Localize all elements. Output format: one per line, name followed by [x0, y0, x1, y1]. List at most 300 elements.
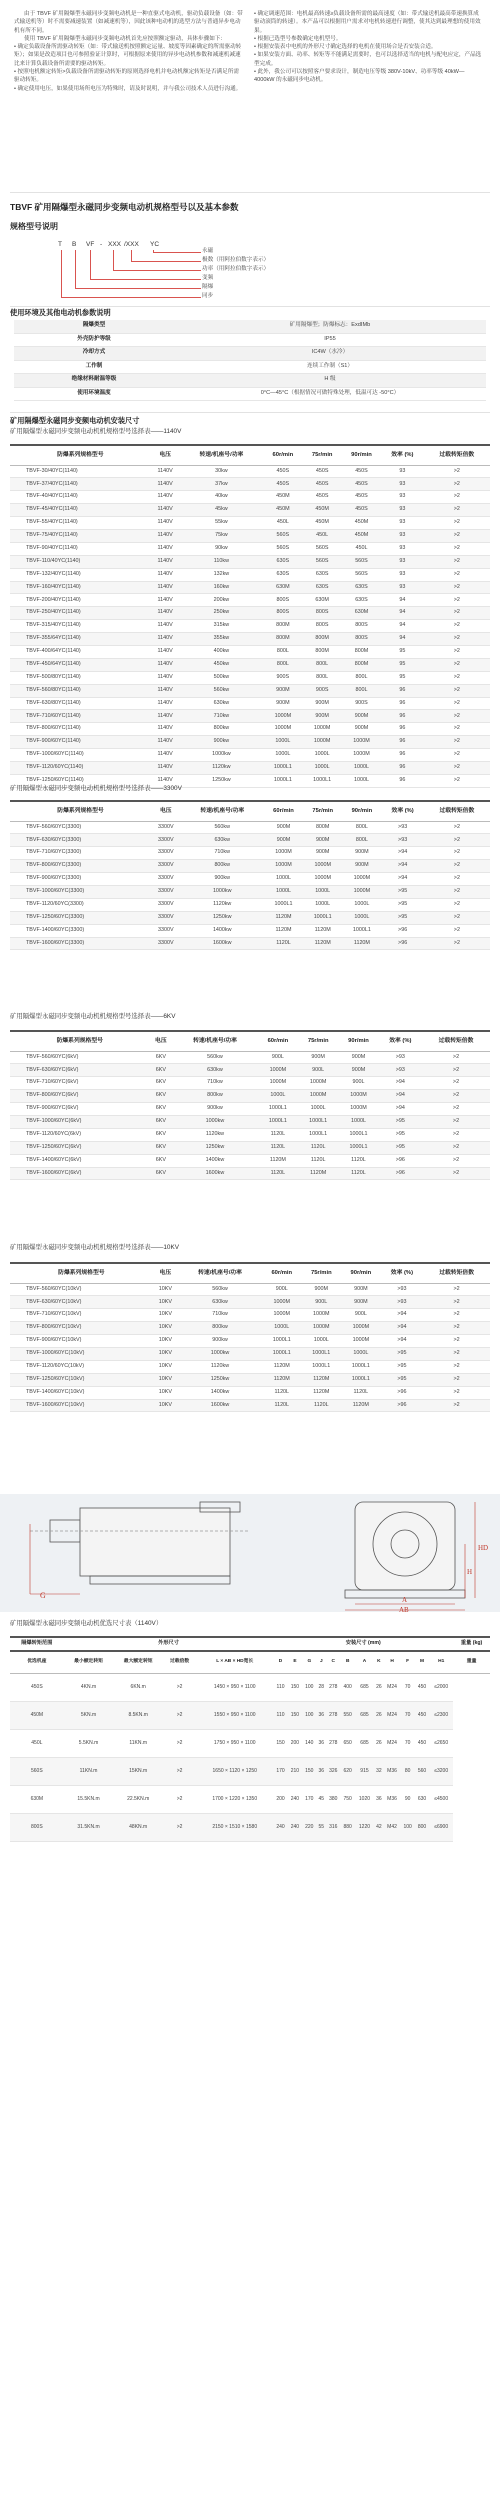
table-cell: >2: [424, 834, 490, 847]
table-cell: 1140V: [151, 478, 180, 491]
table-cell: 1000M: [258, 1077, 298, 1090]
table-cell: 1120L: [258, 1141, 298, 1154]
table-cell: 1000L1: [303, 911, 342, 924]
connector-line: [131, 250, 132, 261]
dim-cell: M24: [384, 1673, 401, 1701]
table-row: [10, 555, 490, 568]
table-cell: >94: [379, 1077, 422, 1090]
table-cell: 450M: [303, 517, 342, 530]
table-cell: 900L: [258, 1051, 298, 1064]
table-head: [10, 1031, 490, 1051]
table-cell: >2: [424, 761, 490, 774]
code-label: 永磁: [202, 248, 214, 254]
column-header: 60r/min: [258, 1031, 298, 1051]
table-cell: 800L: [263, 645, 302, 658]
table-cell: 1140V: [151, 658, 180, 671]
table-cell: 96: [381, 736, 423, 749]
dim-label-a: A: [402, 1596, 408, 1604]
dim-cell: 4KN.m: [64, 1673, 114, 1701]
table-cell: >93: [381, 1296, 424, 1309]
dim-cell: 560: [415, 1757, 429, 1785]
table-cell: 1000M: [302, 1322, 342, 1335]
env-value: 0°C—45°C（根据情况可做特殊处理，低温可达 -50°C）: [260, 389, 400, 396]
code-letter-t: T: [58, 241, 62, 248]
intro-paragraph: • 如果安装方面、功率、转矩等不能满足需要时，也可以选择适当的电机与配电应定，产品选型完成。: [254, 52, 482, 67]
table-cell: >2: [424, 774, 490, 787]
spec-table-6kv: [10, 1030, 490, 1180]
table-cell: 450S: [263, 478, 302, 491]
table-cell: 132kw: [180, 568, 264, 581]
table-cell: 630kw: [181, 834, 264, 847]
table-cell: >94: [382, 847, 424, 860]
dim-cell: 170: [302, 1785, 316, 1813]
table-cell: >2: [423, 1309, 490, 1322]
dim-cell: 26: [374, 1701, 384, 1729]
table-row: [10, 504, 490, 517]
table-cell: 1140V: [151, 620, 180, 633]
table-cell: 400kw: [180, 645, 264, 658]
table-cell: 96: [381, 774, 423, 787]
dim-cell: 150: [273, 1729, 287, 1757]
table-cell: 900L: [298, 1064, 338, 1077]
dim-cell: 1700 × 1220 × 1350: [196, 1785, 273, 1813]
table-row: [10, 1322, 490, 1335]
dim-cell: 450: [415, 1701, 429, 1729]
table-cell: 6KV: [150, 1141, 173, 1154]
table-cell: >2: [424, 633, 490, 646]
table-cell: >2: [424, 723, 490, 736]
model-cell: TBVF-40/40YC(1140): [10, 491, 151, 504]
dim-cell: 100: [302, 1701, 316, 1729]
dim-cell: 110: [273, 1673, 287, 1701]
table-cell: >96: [381, 1386, 424, 1399]
column-header: 最大额定转矩: [113, 1651, 163, 1673]
table-cell: 1140V: [151, 723, 180, 736]
dim-cell: 150: [288, 1673, 302, 1701]
table-cell: 1000M: [262, 1296, 302, 1309]
table-cell: 450kw: [180, 658, 264, 671]
table-caption-1140v: 矿用隔爆型永磁同步变频电动机机规格型号选择表——1140V: [10, 428, 182, 435]
table-cell: 1000kw: [172, 1115, 258, 1128]
dim-cell: 22.5KN.m: [113, 1785, 163, 1813]
dimension-table: [10, 1636, 490, 1842]
column-header: G: [302, 1651, 316, 1673]
dim-cell: 5.5KN.m: [64, 1729, 114, 1757]
env-value: 矿用隔爆型；防爆标志：ExdⅠMb: [289, 322, 371, 329]
env-row: [14, 361, 486, 375]
model-cell: TBVF-1250/60YC(1140): [10, 774, 151, 787]
table-cell: 1000M: [302, 1309, 342, 1322]
table-cell: >2: [424, 620, 490, 633]
base-side: [90, 1576, 230, 1584]
table-cell: 800L: [342, 684, 381, 697]
dim-row: [10, 1729, 490, 1757]
column-header: F: [400, 1651, 414, 1673]
dim-cell: 278: [326, 1673, 340, 1701]
dim-cell: >2: [163, 1785, 196, 1813]
dim-cell: 28: [317, 1673, 327, 1701]
dim-cell: 880: [340, 1813, 354, 1841]
dim-cell: M42: [384, 1813, 401, 1841]
table-cell: 93: [381, 529, 423, 542]
table-cell: 45kw: [180, 504, 264, 517]
model-cell: TBVF-132/40YC(1140): [10, 568, 151, 581]
model-cell: TBVF-160/40YC(1140): [10, 581, 151, 594]
dim-cell: 450: [415, 1673, 429, 1701]
table-cell: 900M: [303, 697, 342, 710]
table-cell: 1120L: [262, 1386, 302, 1399]
table-cell: 1250kw: [172, 1141, 258, 1154]
spec-table-10kv: [10, 1262, 490, 1412]
table-row: [10, 1386, 490, 1399]
table-cell: 1000M: [341, 1335, 381, 1348]
table-cell: 800L: [303, 671, 342, 684]
table-cell: 1000L1: [298, 1115, 338, 1128]
dim-table-caption: 矿用隔爆型永磁同步变频电动机优选尺寸表（1140V）: [10, 1620, 163, 1627]
table-cell: 1000L1: [298, 1128, 338, 1141]
table-cell: 1000L: [264, 885, 303, 898]
table-cell: 900L: [302, 1296, 342, 1309]
table-cell: 10KV: [153, 1335, 178, 1348]
table-cell: 800L: [303, 658, 342, 671]
column-header: 转速/机座号/功率: [181, 801, 264, 821]
table-cell: 900M: [341, 1296, 381, 1309]
dim-cell: ≤2650: [429, 1729, 453, 1757]
connector-line: [90, 279, 201, 280]
dim-cell: 1220: [355, 1813, 374, 1841]
table-cell: 1120kw: [180, 761, 264, 774]
table-cell: 1140V: [151, 774, 180, 787]
model-cell: TBVF-1400/60YC(6kV): [10, 1154, 150, 1167]
dim-cell: 685: [355, 1729, 374, 1757]
table-cell: >95: [382, 885, 424, 898]
table-cell: >2: [423, 1335, 490, 1348]
table-cell: 800M: [263, 633, 302, 646]
table-cell: >2: [422, 1090, 490, 1103]
table-cell: >2: [424, 491, 490, 504]
table-row: [10, 761, 490, 774]
dim-cell: 685: [355, 1673, 374, 1701]
table-cell: 1140V: [151, 710, 180, 723]
table-cell: 1000L1: [302, 1360, 342, 1373]
column-header: C: [326, 1651, 340, 1673]
table-cell: 1000L1: [342, 924, 381, 937]
table-cell: 1140V: [151, 504, 180, 517]
dim-cell: 8.5KN.m: [113, 1701, 163, 1729]
table-cell: 30kw: [180, 465, 264, 478]
table-cell: 6KV: [150, 1167, 173, 1180]
dim-table: [10, 1636, 490, 1842]
header-row: [10, 1031, 490, 1051]
dim-cell: ≤2000: [429, 1673, 453, 1701]
table-cell: 800S: [342, 633, 381, 646]
table-cell: 1120L: [298, 1141, 338, 1154]
table-cell: 1000L: [298, 1103, 338, 1116]
table-cell: 93: [381, 568, 423, 581]
model-cell: TBVF-1400/60YC(3300): [10, 924, 151, 937]
table-cell: 1140V: [151, 491, 180, 504]
dim-cell: 550: [340, 1701, 354, 1729]
dim-cell: 80: [400, 1757, 414, 1785]
column-header: 最小额定转矩: [64, 1651, 114, 1673]
dim-cell: 55: [317, 1813, 327, 1841]
table-cell: 630S: [263, 568, 302, 581]
table-cell: 900M: [341, 1283, 381, 1296]
table-row: [10, 568, 490, 581]
table-cell: >93: [379, 1051, 422, 1064]
table-cell: >2: [422, 1128, 490, 1141]
dim-label-g: G: [40, 1591, 46, 1600]
dim-cell: 450: [415, 1729, 429, 1757]
table-cell: 96: [381, 697, 423, 710]
table-cell: 800kw: [180, 723, 264, 736]
column-header: D: [273, 1651, 287, 1673]
table-cell: >95: [379, 1141, 422, 1154]
table-cell: >2: [424, 697, 490, 710]
connector-line: [90, 250, 91, 279]
column-header: M: [415, 1651, 429, 1673]
dim-label-hd: HD: [478, 1544, 489, 1552]
dim-cell: 11KN.m: [64, 1757, 114, 1785]
model-cell: TBVF-630/80YC(1140): [10, 697, 151, 710]
table-cell: 3300V: [151, 834, 181, 847]
dim-cell: 380: [326, 1785, 340, 1813]
model-cell: TBVF-1000/60YC(3300): [10, 885, 151, 898]
table-cell: 3300V: [151, 898, 181, 911]
table-cell: 800S: [303, 620, 342, 633]
spec-table: [10, 1030, 490, 1180]
table-caption-10kv: 矿用隔爆型永磁同步变频电动机机规格型号选择表——10KV: [10, 1244, 180, 1251]
column-header: 效率 (%): [382, 801, 424, 821]
dim-cell: 200: [273, 1785, 287, 1813]
table-cell: 1140V: [151, 671, 180, 684]
table-cell: 800S: [263, 594, 302, 607]
table-cell: 630M: [303, 594, 342, 607]
table-cell: >2: [423, 1399, 490, 1412]
table-cell: >2: [424, 873, 490, 886]
dim-cell: 6KN.m: [113, 1673, 163, 1701]
model-cell: TBVF-800/60YC(10kV): [10, 1322, 153, 1335]
connector-line: [75, 250, 76, 288]
column-header: 转速/机座号/功率: [172, 1031, 258, 1051]
table-cell: 3300V: [151, 924, 181, 937]
connector-line: [61, 250, 62, 297]
table-cell: 1000L: [341, 1347, 381, 1360]
divider: [10, 192, 490, 193]
table-cell: 1000M: [303, 736, 342, 749]
table-cell: 900M: [298, 1051, 338, 1064]
code-label: 隔爆: [202, 284, 214, 290]
table-cell: 1120M: [264, 924, 303, 937]
table-cell: 1120L: [338, 1154, 378, 1167]
table-row: [10, 478, 490, 491]
table-cell: 1000kw: [181, 885, 264, 898]
model-cell: TBVF-900/60YC(3300): [10, 873, 151, 886]
table-cell: 1120M: [262, 1360, 302, 1373]
table-row: [10, 1335, 490, 1348]
dim-row: [10, 1701, 490, 1729]
table-cell: 93: [381, 555, 423, 568]
table-cell: >2: [424, 860, 490, 873]
model-cell: TBVF-560/60YC(10kV): [10, 1283, 153, 1296]
table-cell: >93: [382, 834, 424, 847]
table-cell: 630kw: [178, 1296, 262, 1309]
table-cell: 900S: [263, 671, 302, 684]
table-cell: 900M: [264, 821, 303, 834]
table-cell: >2: [422, 1141, 490, 1154]
intro-paragraph: • 确定调速范围：电机最高转速≥负载设备所需的最高速度（如：带式输送机最高带速换算成驱动滚筒的转速）。本产品可以根据用户需求对电机转速进行调整，使其达到最理想的使用效果。: [254, 11, 481, 34]
intro-paragraph: • 按照电机额定转矩>负载设备所需驱动转矩的原则选择电机并电动机额定转矩是否满足所需驱动转矩。: [14, 69, 239, 84]
motor-body-front: [355, 1502, 455, 1590]
table-cell: 1000L: [303, 898, 342, 911]
table-cell: 1120M: [262, 1373, 302, 1386]
dim-cell: 220: [302, 1813, 316, 1841]
table-cell: 900M: [303, 834, 342, 847]
table-cell: 450S: [342, 504, 381, 517]
table-cell: >2: [424, 821, 490, 834]
table-cell: 1140V: [151, 555, 180, 568]
model-cell: TBVF-90/40YC(1140): [10, 542, 151, 555]
table-cell: 1000kw: [178, 1347, 262, 1360]
connector-line: [113, 250, 114, 270]
dim-cell: ≤3200: [429, 1757, 453, 1785]
table-cell: 1120L: [341, 1386, 381, 1399]
intro-paragraph: • 确定负载设备所需驱动转矩（如：带式输送机按照额定运量、坡度等因素确定的所需驱动转矩）；如果是改造项目也可参照验证计算时，可根据原来使用的异步电动机参数和减速机减速比来计算负载设备所需要的驱动转矩。: [14, 44, 242, 67]
table-cell: 900M: [302, 1283, 342, 1296]
column-header: 75r/min: [298, 1031, 338, 1051]
table-row: [10, 1167, 490, 1180]
table-cell: >2: [422, 1064, 490, 1077]
table-row: [10, 542, 490, 555]
table-cell: 94: [381, 620, 423, 633]
table-cell: 800S: [342, 620, 381, 633]
table-cell: 1000M: [303, 860, 342, 873]
table-cell: 1120L: [258, 1167, 298, 1180]
dim-cell: 100: [302, 1673, 316, 1701]
table-cell: >2: [423, 1296, 490, 1309]
table-cell: 900M: [338, 1051, 378, 1064]
table-cell: 1000L: [342, 774, 381, 787]
divider: [10, 412, 490, 413]
spec-table-3300v: [10, 800, 490, 950]
dim-cell: ≤2300: [429, 1701, 453, 1729]
table-cell: 900S: [342, 697, 381, 710]
table-cell: 710kw: [172, 1077, 258, 1090]
header-row: [10, 801, 490, 821]
dim-cell: 26: [374, 1673, 384, 1701]
column-header: K: [374, 1651, 384, 1673]
table-cell: 95: [381, 658, 423, 671]
model-cell: TBVF-1600/60YC(6kV): [10, 1167, 150, 1180]
column-header: 过载转矩倍数: [422, 1031, 490, 1051]
table-cell: 800M: [342, 658, 381, 671]
env-value: H 级: [324, 376, 336, 383]
intro-left-column: [14, 10, 244, 185]
table-cell: 95: [381, 671, 423, 684]
env-row: [14, 320, 486, 334]
table-cell: >96: [381, 1399, 424, 1412]
dim-cell: 15.5KN.m: [64, 1785, 114, 1813]
table-cell: 710kw: [180, 710, 264, 723]
table-cell: 10KV: [153, 1373, 178, 1386]
table-cell: 96: [381, 710, 423, 723]
dim-cell: >2: [163, 1701, 196, 1729]
model-cell: TBVF-1250/60YC(10kV): [10, 1373, 153, 1386]
column-header: 60r/min: [262, 1263, 302, 1283]
table-row: [10, 658, 490, 671]
table-cell: 900L: [341, 1309, 381, 1322]
table-cell: >2: [422, 1103, 490, 1116]
table-cell: 630M: [263, 581, 302, 594]
intro-paragraph: • 此外，我公司可以按照客户要求设计，制造电压等级 380V-10kV、功率等级 40kW—4000kW 的永磁同步电动机。: [254, 69, 465, 84]
table-cell: 450M: [263, 504, 302, 517]
column-header: 防爆系列规格型号: [10, 1031, 150, 1051]
table-cell: 450L: [303, 529, 342, 542]
column-header: 90r/min: [342, 445, 381, 465]
model-cell: TBVF-800/60YC(6kV): [10, 1090, 150, 1103]
table-cell: 450S: [342, 465, 381, 478]
motor-body-side: [80, 1508, 230, 1576]
table-cell: 800M: [263, 620, 302, 633]
table-cell: 1140V: [151, 607, 180, 620]
table-cell: >2: [423, 1347, 490, 1360]
table-cell: 900M: [263, 684, 302, 697]
env-key: 隔爆类型: [82, 322, 106, 329]
table-cell: 560S: [303, 542, 342, 555]
table-cell: 1140V: [151, 645, 180, 658]
table-cell: 1000L: [263, 749, 302, 762]
table-cell: 1250kw: [178, 1373, 262, 1386]
table-cell: 1000kw: [180, 749, 264, 762]
table-row: [10, 465, 490, 478]
column-header: E: [288, 1651, 302, 1673]
table-cell: 900M: [342, 847, 381, 860]
table-cell: 6KV: [150, 1128, 173, 1141]
table-cell: 1000M: [342, 749, 381, 762]
table-cell: 900M: [342, 860, 381, 873]
table-cell: 560S: [263, 529, 302, 542]
table-cell: >2: [424, 504, 490, 517]
table-cell: 450S: [342, 491, 381, 504]
header-row: [10, 1263, 490, 1283]
group-header: 隔爆转矩范围: [10, 1637, 64, 1651]
dim-cell: 630M: [10, 1785, 64, 1813]
column-header: 电压: [151, 801, 181, 821]
dim-cell: 170: [273, 1757, 287, 1785]
table-cell: >2: [424, 658, 490, 671]
main-title: TBVF 矿用隔爆型永磁同步变频电动机规格型号以及基本参数: [10, 202, 239, 212]
table-cell: 900S: [303, 684, 342, 697]
dim-cell: 48KN.m: [113, 1813, 163, 1841]
table-row: [10, 937, 490, 950]
table-cell: 1000L1: [262, 1347, 302, 1360]
dim-cell: >2: [163, 1813, 196, 1841]
table-cell: >2: [422, 1154, 490, 1167]
table-cell: 1120kw: [178, 1360, 262, 1373]
table-cell: 900kw: [181, 873, 264, 886]
table-cell: 3300V: [151, 821, 181, 834]
table-cell: 560S: [342, 555, 381, 568]
table-cell: 1400kw: [178, 1386, 262, 1399]
dim-cell: 210: [288, 1757, 302, 1785]
table-cell: >96: [379, 1154, 422, 1167]
table-head: [10, 445, 490, 465]
table-row: [10, 491, 490, 504]
table-row: [10, 581, 490, 594]
column-header: 优选机座: [10, 1651, 64, 1673]
column-header: A: [355, 1651, 374, 1673]
table-cell: 630S: [342, 581, 381, 594]
